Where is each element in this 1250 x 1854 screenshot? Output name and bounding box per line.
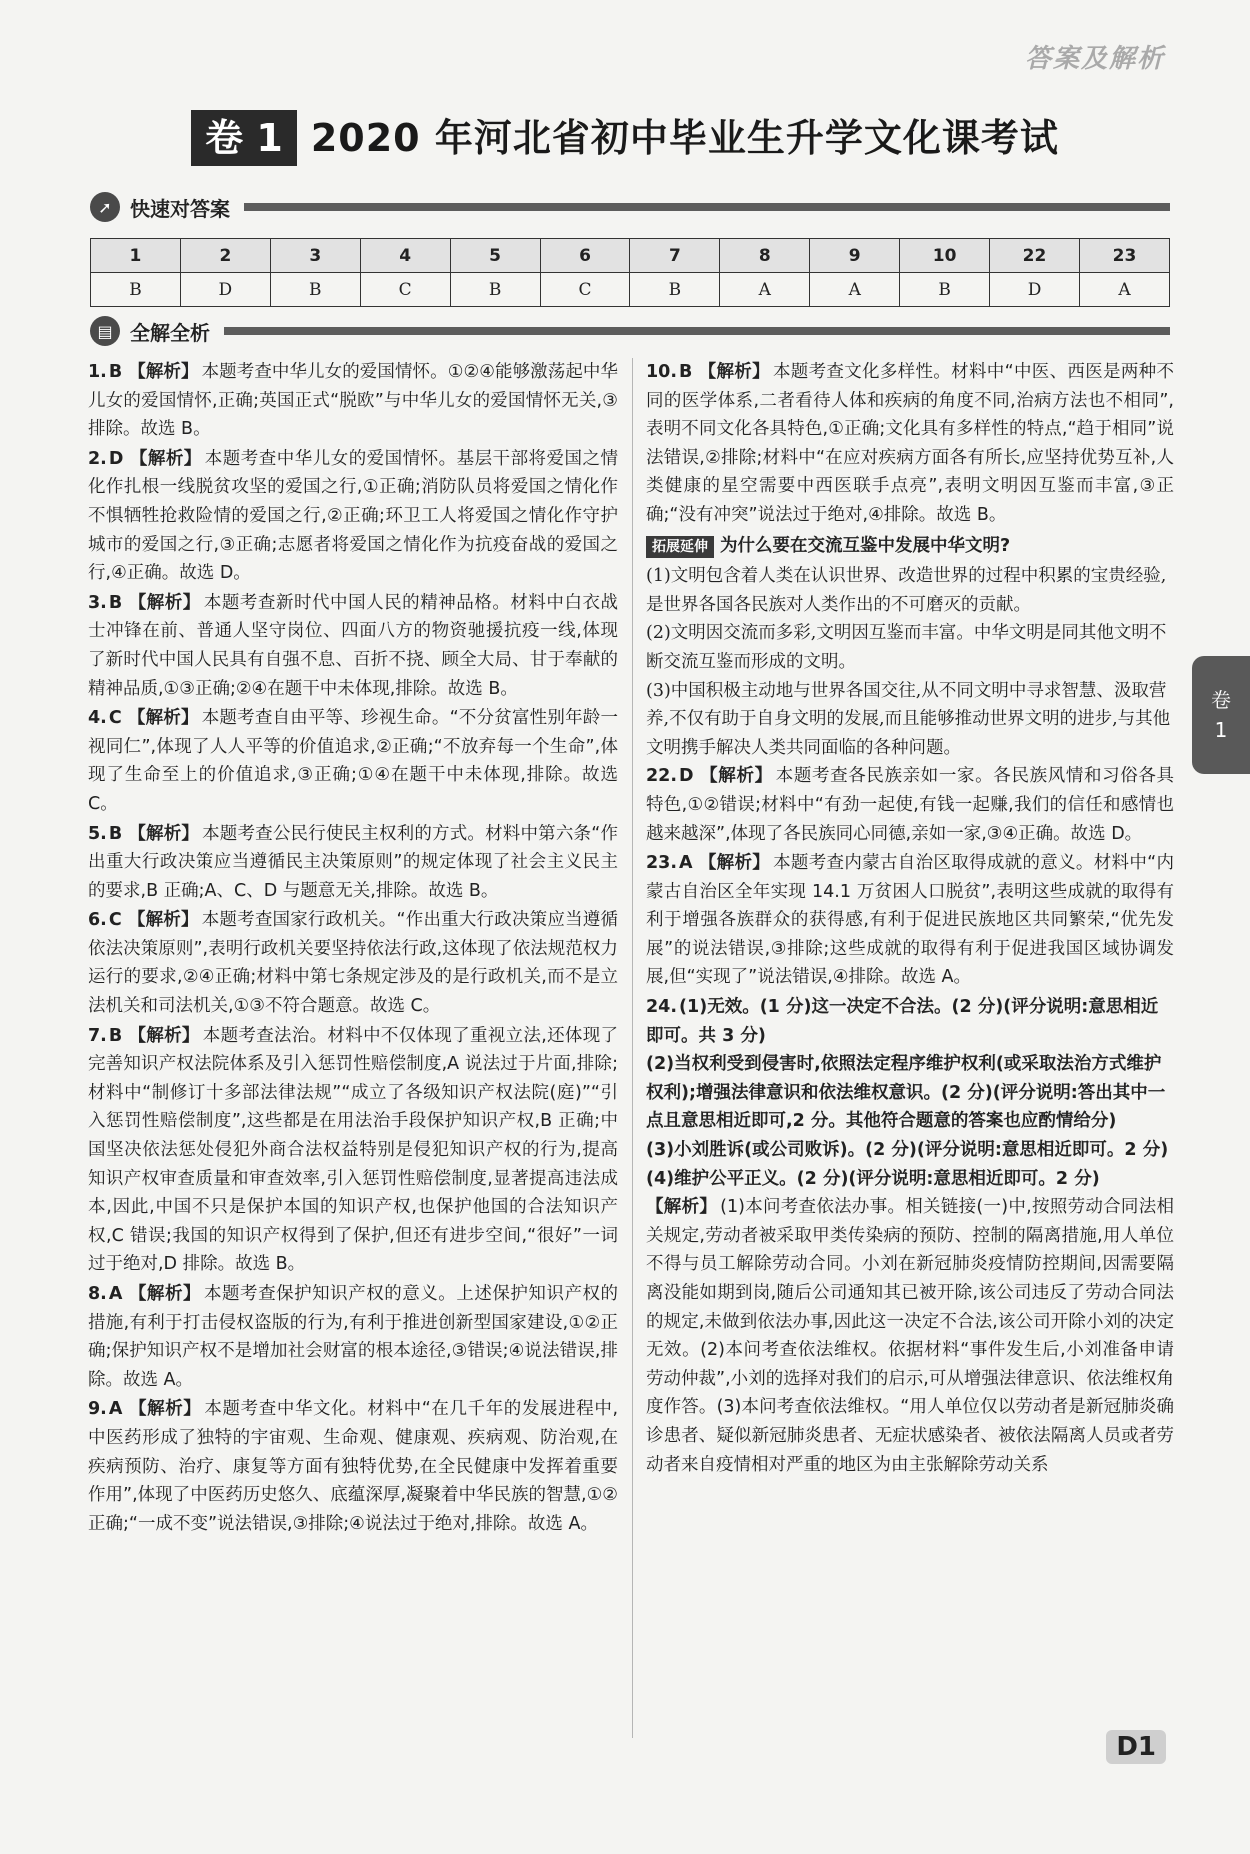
question-number-cell: 22 — [990, 239, 1080, 273]
answer-line: (1)无效。(1 分)这一决定不合法。(2 分)(评分说明:意思相近即可。共 3 分) — [646, 997, 1159, 1046]
answer-cell: B — [630, 273, 720, 307]
question-number: 2. — [88, 448, 107, 469]
analysis-text: 本题考查国家行政机关。“作出重大行政决策应当遵循依法决策原则”,表明行政机关要坚持依法行政,这体现了依法规范权力运行的要求,②④正确;材料中第七条规定涉及的是行政机关,而不是立法机关和司法机关,①③不符合题意。故选 C。 — [88, 910, 618, 1017]
analysis-text: 本题考查自由平等、珍视生命。“不分贫富性别年龄一视同仁”,体现了人人平等的价值追求,②正确;“不放弃每一个生命”,体现了生命至上的价值追求,③正确;①④在题干中未体现,排除。故选 C。 — [88, 708, 618, 814]
answer-letter: A — [108, 1399, 123, 1420]
answer-cell: C — [540, 273, 630, 307]
question-number-cell: 7 — [630, 239, 720, 273]
rocket-icon: ➚ — [90, 192, 120, 222]
analysis-tag: 【解析】 — [128, 592, 201, 613]
question-24-part-1 — [646, 993, 1174, 1050]
analysis-tag: 【解析】 — [699, 766, 773, 787]
analysis-text: 本题考查新时代中国人民的精神品格。材料中白衣战士冲锋在前、普通人坚守岗位、四面八方的物资驰援抗疫一线,体现了新时代中国人民具有自强不息、百折不挠、顾全大局、甘于奉献的精神品质,①③正确;②④在题干中未体现,排除。故选 B。 — [88, 592, 619, 699]
answer-cell: B — [900, 273, 990, 307]
side-tab-label: 卷 — [1211, 688, 1231, 712]
question-22 — [646, 762, 1174, 848]
question-number: 8. — [88, 1284, 107, 1304]
question-item — [88, 445, 618, 588]
answer-letter: A — [108, 1284, 123, 1304]
question-number-cell: 5 — [450, 239, 540, 273]
question-24-part-2: (2)当权利受到侵害时,依照法定程序维护权利(或采取法治方式维护权利);增强法律意识和依法维权意识。(2 分)(评分说明:答出其中一点且意思相近即可,2 分。其他符合题意的答案也应酌情给分) — [646, 1054, 1166, 1132]
right-column — [646, 358, 1174, 1480]
question-item — [88, 589, 618, 703]
paper-badge: 卷 1 — [191, 110, 297, 166]
analysis-text: 本题考查各民族亲如一家。各民族风情和习俗各具特色,①②错误;材料中“有劲一起使,有钱一起赚,我们的信任和感情也越来越深”,体现了各民族同心同德,亲如一家,③④正确。故选 D。 — [646, 766, 1175, 844]
title-row — [0, 110, 1250, 166]
side-tab — [1192, 656, 1250, 774]
quick-answer-header — [90, 192, 1170, 222]
answer-cell: B — [270, 273, 360, 307]
analysis-text: 本题考查中华儿女的爱国情怀。①②④能够激荡起中华儿女的爱国情怀,正确;英国正式“脱欧”与中华儿女的爱国情怀无关,③排除。故选 B。 — [88, 362, 618, 440]
extension-badge: 拓展延伸 — [646, 536, 714, 558]
answer-cell: D — [990, 273, 1080, 307]
question-number-cell: 8 — [720, 239, 810, 273]
question-number: 6. — [88, 910, 107, 931]
analysis-text: 本题考查法治。材料中不仅体现了重视立法,还体现了完善知识产权法院体系及引入惩罚性赔偿制度,A 说法过于片面,排除;材料中“制修订十多部法律法规”“成立了各级知识产权法院(庭)”“引入惩罚性赔偿制度”,这些都是在用法治手段保护知识产权,B 正确;中国坚决依法惩处侵犯外商合法权益特别是侵犯知识产权的行为,提高知识产权审查质量和审查效率,引入惩罚性赔偿制度,显著提高违法成本,因此,中国不只是保护本国的知识产权,也保护他国的合法知识产权,C 错误;我国的知识产权得到了保护,但还有进步空间,“很好”一词过于绝对,D 排除。故选 B。 — [88, 1025, 619, 1275]
analysis-text: (1)本问考查依法办事。相关链接(一)中,按照劳动合同法相关规定,劳动者被采取甲类传染病的预防、控制的隔离措施,用人单位不得与员工解除劳动合同。小刘在新冠肺炎疫情防控期间,因需要隔离没能如期到岗,随后公司通知其已被开除,该公司违反了劳动合同法的规定,未做到依法办事,因此这一决定不合法,该公司开除小刘的决定无效。(2)本问考查依法维权。依据材料“事件发生后,小刘准备申请劳动仲裁”,小刘的选择对我们的启示,可从增强法律意识、依法维权角度作答。(3)本问考查依法维权。“用人单位仅以劳动者是新冠肺炎确诊患者、疑似新冠肺炎患者、无症状感染者、被依法隔离人员或者劳动者来自疫情相对严重的地区为由主张解除劳动关系 — [646, 1197, 1174, 1475]
analysis-tag: 【解析】 — [698, 853, 771, 874]
section-rule — [224, 327, 1170, 335]
side-tab-number: 1 — [1214, 718, 1228, 742]
analysis-tag: 【解析】 — [128, 1025, 200, 1046]
analysis-tag: 【解析】 — [698, 362, 770, 382]
answer-letter: B — [679, 362, 693, 382]
answer-letter: D — [679, 766, 694, 787]
full-analysis-header — [90, 316, 1170, 346]
answer-letter: D — [108, 448, 124, 469]
question-item — [88, 906, 618, 1020]
extension-paragraph: (1)文明包含着人类在认识世界、改造世界的过程中积累的宝贵经验,是世界各国各民族对人类作出的不可磨灭的贡献。 — [646, 566, 1167, 615]
question-number-cell: 1 — [91, 239, 181, 273]
answer-table-number-row — [91, 239, 1170, 273]
question-item — [88, 820, 618, 906]
question-number: 23. — [646, 853, 678, 874]
section-rule — [244, 203, 1170, 211]
question-number-cell: 2 — [180, 239, 270, 273]
analysis-text: 本题考查文化多样性。材料中“中医、西医是两种不同的医学体系,二者看待人体和疾病的角度不同,治病方法也不相同”,表明不同文化各具特色,①正确;文化具有多样性的特点,“趋于相同”说法错误,②排除;材料中“在应对疾病方面各有所长,应坚持优势互补,人类健康的星空需要中西医联手点亮”,表明文明因互鉴而丰富,③正确;“没有冲突”说法过于绝对,④排除。故选 B。 — [646, 362, 1174, 525]
page-title: 2020 年河北省初中毕业生升学文化课考试 — [310, 116, 1059, 160]
analysis-tag: 【解析】 — [128, 362, 199, 382]
answer-letter: B — [108, 823, 123, 844]
answer-letter: B — [108, 1025, 123, 1046]
answer-letter: B — [108, 592, 123, 613]
left-column — [88, 358, 618, 1539]
extension-paragraph: (2)文明因交流而多彩,文明因互鉴而丰富。中华文明是同其他文明不断交流互鉴而形成的文明。 — [646, 623, 1167, 672]
question-item — [88, 1280, 618, 1394]
question-number: 10. — [646, 362, 678, 382]
analysis-text: 本题考查中华儿女的爱国情怀。基层干部将爱国之情化作扎根一线脱贫攻坚的爱国之行,①正确;消防队员将爱国之情化作不惧牺牲抢救险情的爱国之行,②正确;环卫工人将爱国之情化作守护城市的爱国之行,③正确;志愿者将爱国之情化作为抗疫奋战的爱国之行,④正确。故选 D。 — [88, 448, 619, 584]
question-number: 24. — [646, 997, 678, 1018]
question-item — [88, 1395, 618, 1538]
answer-cell: A — [810, 273, 900, 307]
page-number: D1 — [1106, 1730, 1166, 1764]
question-number-cell: 3 — [270, 239, 360, 273]
document-icon: ▤ — [90, 316, 120, 346]
answer-letter: B — [108, 362, 123, 382]
answer-letter: C — [108, 910, 122, 931]
question-number-cell: 23 — [1079, 239, 1169, 273]
analysis-tag: 【解析】 — [129, 448, 202, 469]
analysis-tag: 【解析】 — [128, 1399, 202, 1420]
question-number-cell: 4 — [360, 239, 450, 273]
answer-letter: C — [108, 708, 122, 729]
question-24-part-4: (4)维护公平正义。(2 分)(评分说明:意思相近即可。2 分) — [646, 1168, 1100, 1189]
question-number-cell: 10 — [900, 239, 990, 273]
analysis-tag: 【解析】 — [128, 823, 200, 844]
question-number: 7. — [88, 1025, 107, 1046]
question-number: 4. — [88, 708, 107, 729]
question-item — [88, 704, 618, 818]
question-24-analysis — [646, 1193, 1174, 1479]
analysis-text: 本题考查保护知识产权的意义。上述保护知识产权的措施,有利于打击侵权盗版的行为,有利于推进创新型国家建设,①②正确;保护知识产权不是增加社会财富的根本途径,③错误;④说法错误,排除。故选 A。 — [88, 1284, 619, 1390]
question-23 — [646, 849, 1174, 992]
question-number-cell: 9 — [810, 239, 900, 273]
answer-cell: B — [91, 273, 181, 307]
answer-cell: B — [450, 273, 540, 307]
answer-cell: C — [360, 273, 450, 307]
analysis-text: 本题考查内蒙古自治区取得成就的意义。材料中“内蒙古自治区全年实现 14.1 万贫困人口脱贫”,表明这些成就的取得有利于增强各族群众的获得感,有利于促进民族地区共同繁荣,“优先发展”的说法错误,③排除;这些成就的取得有利于促进我国区域协调发展,但“实现了”说法错误,④排除。故选 A。 — [646, 853, 1175, 988]
analysis-text: 本题考查中华文化。材料中“在几千年的发展进程中,中医药形成了独特的宇宙观、生命观、健康观、疾病观、防治观,在疾病预防、治疗、康复等方面有独特优势,在全民健康中发挥着重要作用”,体现了中医药历史悠久、底蕴深厚,凝聚着中华民族的智慧,①②正确;“一成不变”说法错误,③排除;④说法过于绝对,排除。故选 A。 — [88, 1399, 619, 1534]
question-number-cell: 6 — [540, 239, 630, 273]
analysis-tag: 【解析】 — [646, 1197, 718, 1218]
extension-paragraph: (3)中国积极主动地与世界各国交往,从不同文明中寻求智慧、汲取营养,不仅有助于自身文明的发展,而且能够推动世界文明的进步,与其他文明携手解决人类共同面临的各种问题。 — [646, 680, 1171, 758]
question-item — [88, 358, 618, 444]
question-number: 5. — [88, 823, 107, 844]
analysis-tag: 【解析】 — [127, 910, 199, 931]
answer-table — [90, 238, 1170, 307]
answer-cell: A — [720, 273, 810, 307]
extension-question: 为什么要在交流互鉴中发展中华文明? — [720, 535, 1011, 556]
answer-table-answer-row — [91, 273, 1170, 307]
column-divider — [632, 358, 633, 1738]
analysis-tag: 【解析】 — [127, 708, 199, 729]
answer-cell: D — [180, 273, 270, 307]
question-24-part-3: (3)小刘胜诉(或公司败诉)。(2 分)(评分说明:意思相近即可。2 分) — [646, 1140, 1169, 1161]
analysis-text: 本题考查公民行使民主权利的方式。材料中第六条“作出重大行政决策应当遵循民主决策原则”的规定体现了社会主义民主的要求,B 正确;A、C、D 与题意无关,排除。故选 B。 — [88, 823, 618, 901]
question-number: 3. — [88, 592, 107, 613]
question-item — [88, 1022, 618, 1279]
analysis-tag: 【解析】 — [128, 1284, 201, 1304]
quick-answer-label: 快速对答案 — [130, 196, 230, 221]
answer-letter: A — [679, 853, 693, 874]
header-tag: 答案及解析 — [1024, 44, 1165, 74]
full-analysis-label: 全解全析 — [130, 320, 210, 345]
answer-cell: A — [1079, 273, 1169, 307]
question-number: 1. — [88, 362, 107, 382]
question-10 — [646, 358, 1174, 530]
question-number: 22. — [646, 766, 678, 787]
extension-heading — [646, 532, 1174, 561]
question-number: 9. — [88, 1399, 107, 1420]
